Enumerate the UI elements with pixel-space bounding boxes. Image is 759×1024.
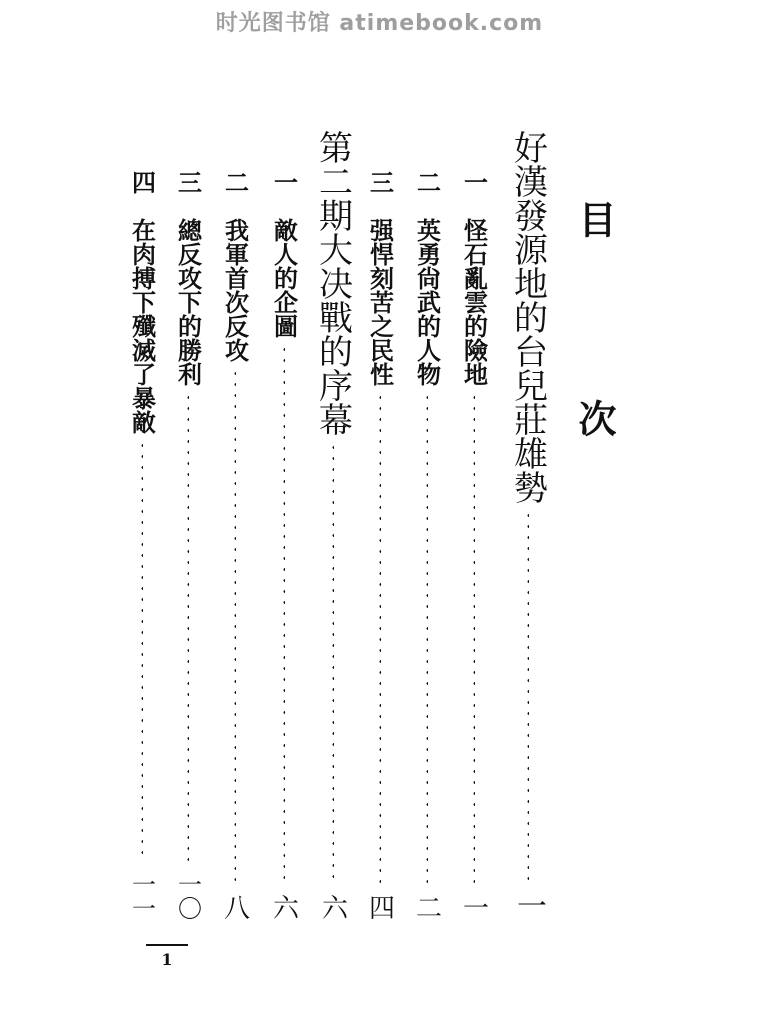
toc-entry-label: 三 强悍刻苦之民性 xyxy=(365,170,395,386)
toc-page-number: 二 xyxy=(411,894,442,920)
toc-entry-section-1-1 xyxy=(452,130,496,920)
toc-entry-label: 第二期大决戰的序幕 xyxy=(312,130,353,436)
toc-page-number: 一 xyxy=(458,894,489,920)
toc-leader-dots xyxy=(141,440,143,862)
toc-entry-section-2-4 xyxy=(120,130,164,920)
page-number: 1 xyxy=(161,950,173,969)
toc-entry-label: 好漢發源地的台兒莊雄勢 xyxy=(507,130,548,504)
toc-page-number: 八 xyxy=(219,894,250,920)
toc-leader-dots xyxy=(379,392,381,884)
toc-entry-section-1-2 xyxy=(405,130,449,920)
page-title: 目 次 xyxy=(572,200,617,495)
toc-page-number: 一一 xyxy=(127,872,156,920)
toc-entry-section-2-3 xyxy=(166,130,210,920)
toc-entry-label: 一 怪石亂雲的險地 xyxy=(459,170,489,386)
toc-entry-chapter-1 xyxy=(506,130,550,920)
toc-entry-chapter-2 xyxy=(309,130,357,920)
watermark-text: 时光图书馆 atimebook.com xyxy=(215,11,544,36)
toc-leader-dots xyxy=(283,344,285,884)
toc-page-number: 六 xyxy=(268,894,299,920)
toc-entry-label: 一 敵人的企圖 xyxy=(269,170,299,338)
toc-leader-dots xyxy=(426,392,428,884)
toc-leader-dots xyxy=(187,392,189,862)
toc-entry-label: 二 我軍首次反攻 xyxy=(220,170,250,362)
toc-leader-dots xyxy=(234,368,236,884)
toc-entry-label: 三 總反攻下的勝利 xyxy=(173,170,203,386)
toc-page-number: 六 xyxy=(317,894,348,920)
toc-entry-label: 二 英勇尙武的人物 xyxy=(412,170,442,386)
toc-leader-dots xyxy=(527,510,529,880)
toc-page-number: 一 xyxy=(511,890,546,920)
toc-leader-dots xyxy=(473,392,475,884)
page-number-rule xyxy=(146,944,188,946)
toc-entry-section-2-2 xyxy=(213,130,257,920)
toc-entry-section-2-1 xyxy=(262,130,306,920)
toc-page-number: 一〇 xyxy=(173,872,202,920)
toc-entry-section-1-3 xyxy=(358,130,402,920)
toc-entry-label: 四 在肉搏下殲滅了暴敵 xyxy=(127,170,157,434)
toc-page-number: 四 xyxy=(364,894,395,920)
toc-leader-dots xyxy=(332,442,334,884)
